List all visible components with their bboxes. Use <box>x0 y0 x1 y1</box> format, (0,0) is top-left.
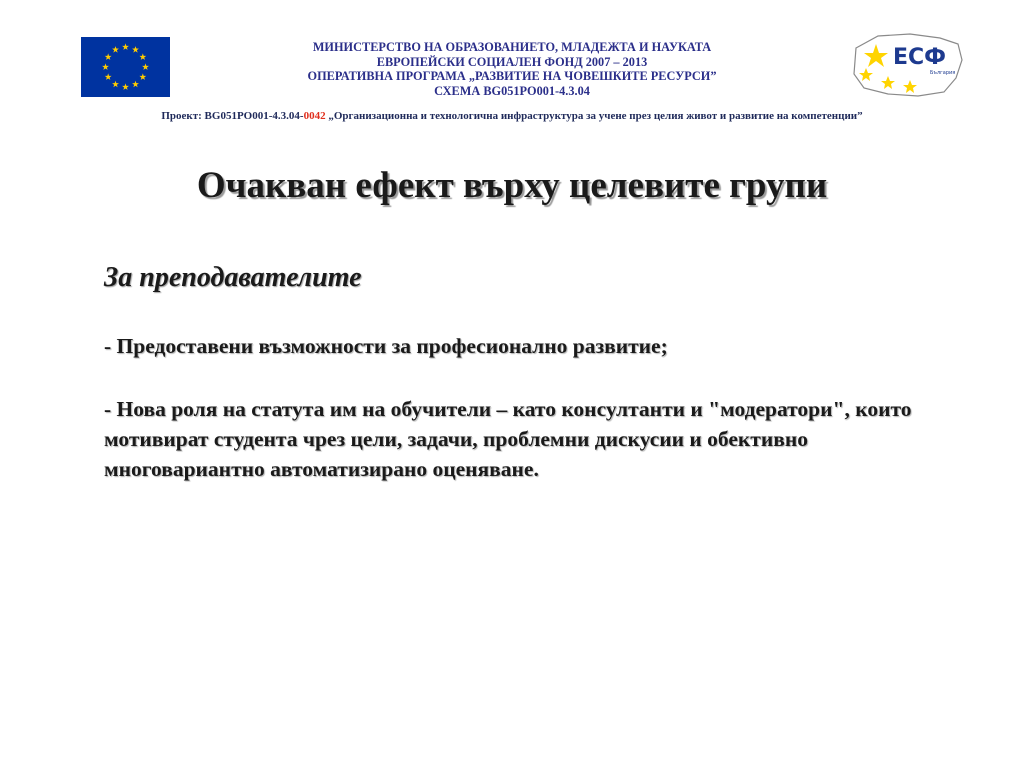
bullet-development: - Предоставени възможности за професионално развитие; <box>104 334 668 358</box>
bullet-new-role: - Нова роля на статута им на обучители – като консултанти и "модератори", които мотивират студента чрез цели, задачи, проблемни дискусии и обективно многовариантно автоматизирано оценяване. <box>104 397 912 481</box>
project-prefix: Проект: BG051PO001-4.3.04- <box>161 110 304 122</box>
esf-logo-text: ЕСФ <box>893 45 946 70</box>
header-line-scheme: СХЕМА BG051PO001-4.3.04 <box>434 83 590 98</box>
eu-flag-icon <box>81 37 170 97</box>
header-line-ministry: МИНИСТЕРСТВО НА ОБРАЗОВАНИЕТО, МЛАДЕЖТА И НАУКАТА <box>312 40 712 54</box>
esf-logo <box>848 30 966 100</box>
project-line <box>0 110 1024 122</box>
header-line-programme: ОПЕРАТИВНА ПРОГРАМА „РАЗВИТИЕ НА ЧОВЕШКИТЕ РЕСУРСИ” <box>307 69 717 83</box>
slide-title: Очакван ефект върху целевите групи <box>196 165 828 206</box>
slide-subtitle: За преподавателите <box>104 262 362 293</box>
project-code: 0042 <box>303 110 326 122</box>
header-line-fund: ЕВРОПЕЙСКИ СОЦИАЛЕН ФОНД 2007 – 2013 <box>376 54 648 69</box>
project-name: „Организационна и технологична инфраструктура за учене през целия живот и развитие на компетенции” <box>325 110 863 122</box>
esf-country-text: България <box>930 70 956 76</box>
ministry-header <box>200 40 824 98</box>
